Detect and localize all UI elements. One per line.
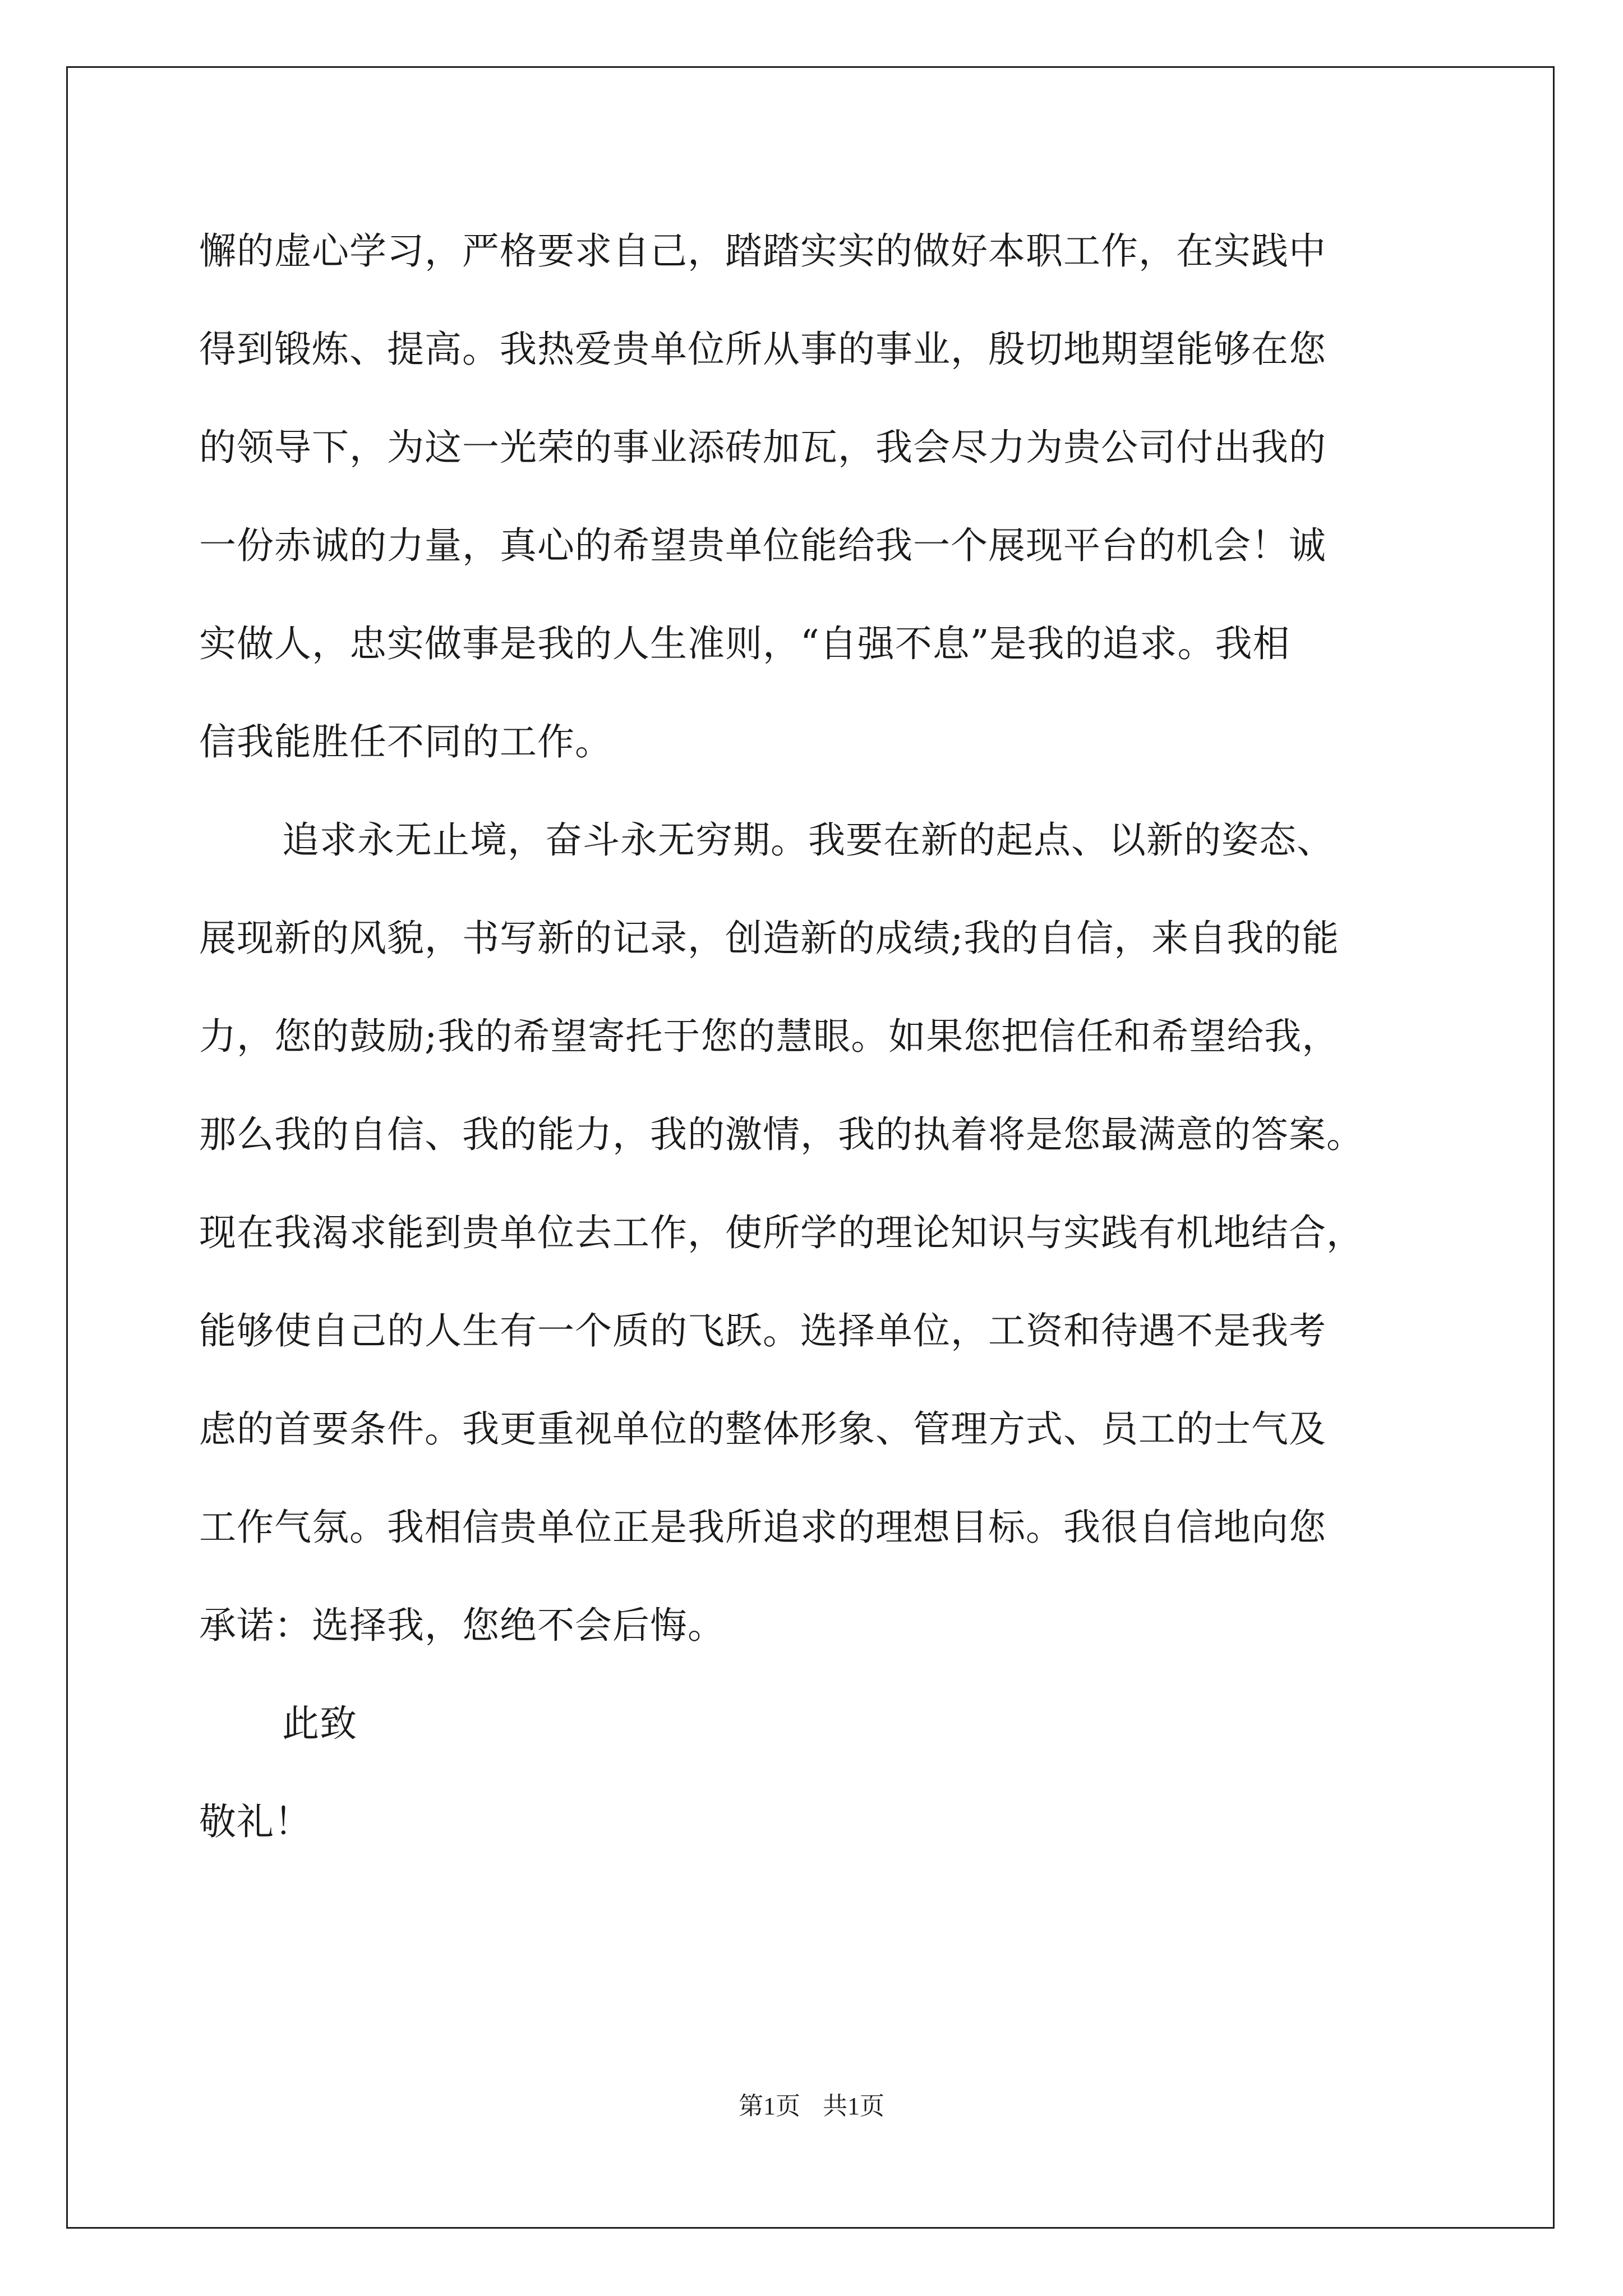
text-line: 信我能胜任不同的工作。	[199, 720, 612, 763]
text-line: 展现新的风貌，书写新的记录，创造新的成绩;我的自信，来自我的能	[199, 917, 1340, 960]
text-line: 那么我的自信、我的能力，我的激情，我的执着将是您最满意的答案。	[199, 1113, 1364, 1156]
text-line: 力，您的鼓励;我的希望寄托于您的慧眼。如果您把信任和希望给我，	[199, 1015, 1340, 1058]
text-line: 承诺：选择我，您绝不会后悔。	[199, 1604, 725, 1647]
text-line: 虑的首要条件。我更重视单位的整体形象、管理方式、员工的士气及	[199, 1407, 1326, 1451]
text-line: 一份赤诚的力量，真心的希望贵单位能给我一个展现平台的机会！诚	[199, 524, 1326, 567]
text-line: 的领导下，为这一光荣的事业添砖加瓦，我会尽力为贵公司付出我的	[199, 426, 1326, 469]
text-line: 懈的虚心学习，严格要求自己，踏踏实实的做好本职工作，在实践中	[199, 229, 1326, 273]
page-footer	[0, 2086, 1623, 2122]
text-line: 工作气氛。我相信贵单位正是我所追求的理想目标。我很自信地向您	[199, 1506, 1326, 1549]
text-line-indented: 追求永无止境，奋斗永无穷期。我要在新的起点、以新的姿态、	[282, 818, 1334, 862]
closing-regards: 敬礼！	[199, 1800, 312, 1843]
page-number-current: 第1页	[739, 2092, 800, 2120]
letter-body	[199, 202, 1430, 1871]
text-line: 现在我渴求能到贵单位去工作，使所学的理论知识与实践有机地结合，	[199, 1211, 1364, 1254]
page-number-total: 共1页	[823, 2092, 884, 2120]
text-line: 能够使自己的人生有一个质的飞跃。选择单位，工资和待遇不是我考	[199, 1309, 1326, 1352]
text-line: 得到锻炼、提高。我热爱贵单位所从事的事业，殷切地期望能够在您	[199, 328, 1326, 371]
text-line: 实做人，忠实做事是我的人生准则，“自强不息”是我的追求。我相	[199, 622, 1290, 665]
closing-salutation: 此致	[282, 1702, 357, 1745]
